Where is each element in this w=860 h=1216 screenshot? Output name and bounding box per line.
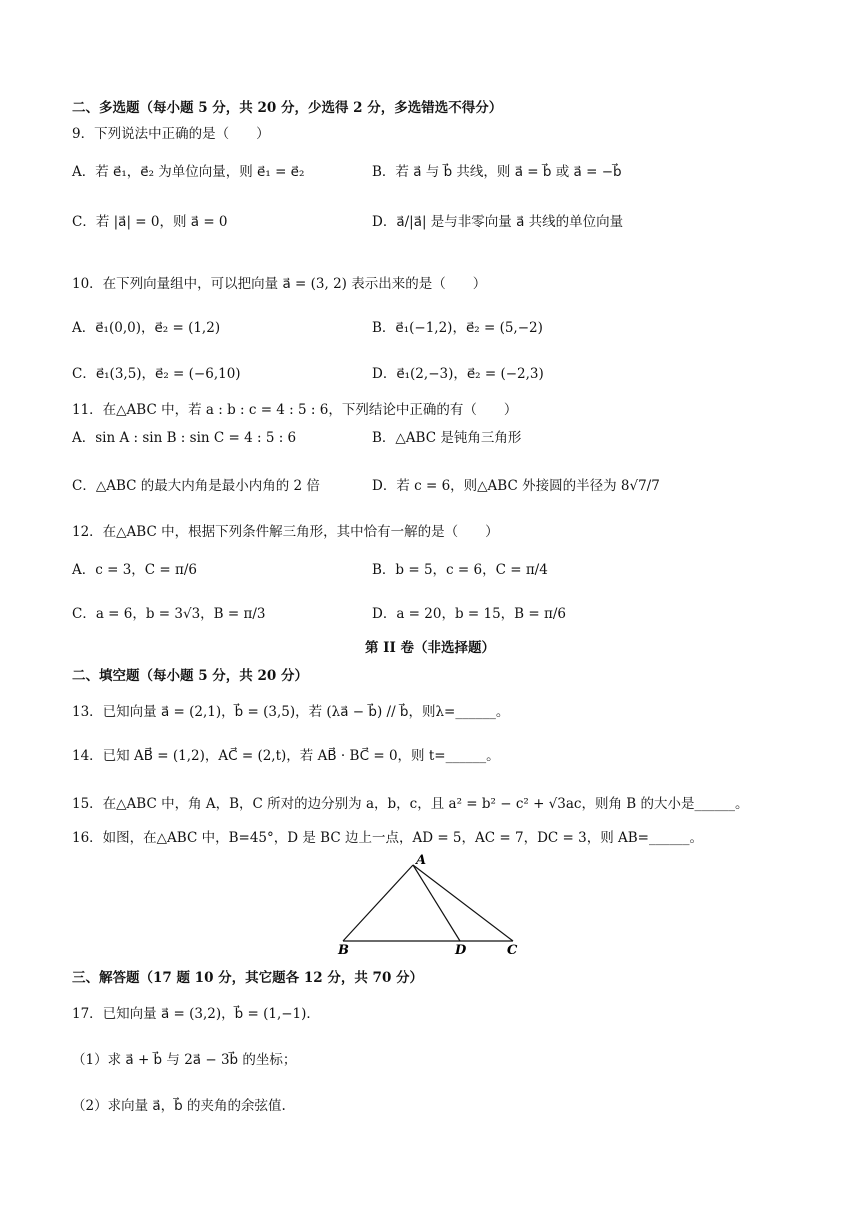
- question-9-option-d: D．a⃗/|a⃗| 是与非零向量 a⃗ 共线的单位向量: [372, 214, 624, 230]
- question-12-option-c: C．a = 6，b = 3√3，B = π/3: [72, 606, 266, 622]
- label-d: D: [455, 943, 467, 958]
- question-17-part-2: （2）求向量 a⃗，b⃗ 的夹角的余弦值.: [72, 1098, 286, 1114]
- question-9-option-a: A．若 e⃗₁，e⃗₂ 为单位向量，则 e⃗₁ = e⃗₂: [72, 164, 305, 180]
- question-12-option-d: D．a = 20，b = 15，B = π/6: [372, 606, 566, 622]
- question-15: 15．在△ABC 中，角 A，B，C 所对的边分别为 a，b，c，且 a² = b² − c² + √3ac，则角 B 的大小是______。: [72, 796, 749, 812]
- question-9-option-c: C．若 |a⃗| = 0，则 a⃗ = 0: [72, 214, 228, 230]
- label-a: A: [416, 853, 427, 868]
- question-10-option-a: A．e⃗₁(0,0)，e⃗₂ = (1,2): [72, 320, 221, 336]
- section-header-fill-in: 二、填空题（每小题 5 分，共 20 分）: [72, 668, 308, 684]
- question-10-stem: 10．在下列向量组中，可以把向量 a⃗ = (3, 2) 表示出来的是（ ）: [72, 276, 487, 292]
- question-9-stem: 9．下列说法中正确的是（ ）: [72, 126, 270, 142]
- question-10-option-b: B．e⃗₁(−1,2)，e⃗₂ = (5,−2): [372, 320, 543, 336]
- label-b: B: [338, 943, 349, 958]
- question-10-option-d: D．e⃗₁(2,−3)，e⃗₂ = (−2,3): [372, 366, 544, 382]
- section-header-multiple-choice: 二、多选题（每小题 5 分，共 20 分，少选得 2 分，多选错选不得分）: [72, 100, 503, 116]
- part-ii-title: 第 II 卷（非选择题）: [364, 640, 496, 656]
- question-11-stem: 11．在△ABC 中，若 a : b : c = 4 : 5 : 6，下列结论中正确的有（ ）: [72, 402, 518, 418]
- question-11-option-a: A．sin A : sin B : sin C = 4 : 5 : 6: [72, 430, 297, 446]
- segment-ab: [343, 865, 413, 941]
- question-9-option-b: B．若 a⃗ 与 b⃗ 共线，则 a⃗ = b⃗ 或 a⃗ = −b⃗: [372, 164, 622, 180]
- question-12-option-a: A．c = 3，C = π/6: [72, 562, 198, 578]
- label-c: C: [507, 943, 518, 958]
- question-11-option-c: C．△ABC 的最大内角是最小内角的 2 倍: [72, 478, 320, 494]
- segment-ac: [413, 865, 513, 941]
- question-17-stem: 17．已知向量 a⃗ = (3,2)，b⃗ = (1,−1)．: [72, 1006, 320, 1022]
- question-16: 16．如图，在△ABC 中，B=45°，D 是 BC 边上一点，AD = 5，AC = 7，DC = 3，则 AB=______。: [72, 830, 703, 846]
- triangle-figure: [330, 850, 550, 960]
- question-12-option-b: B．b = 5，c = 6，C = π/4: [372, 562, 548, 578]
- question-12-stem: 12．在△ABC 中，根据下列条件解三角形，其中恰有一解的是（ ）: [72, 524, 499, 540]
- question-10-option-c: C．e⃗₁(3,5)，e⃗₂ = (−6,10): [72, 366, 241, 382]
- question-13: 13．已知向量 a⃗ = (2,1)，b⃗ = (3,5)，若 (λa⃗ − b⃗) // b⃗，则λ=______。: [72, 704, 510, 720]
- question-11-option-d: D．若 c = 6，则△ABC 外接圆的半径为 8√7/7: [372, 478, 660, 494]
- question-14: 14．已知 AB⃗ = (1,2)，AC⃗ = (2,t)，若 AB⃗ · BC⃗ = 0，则 t=______。: [72, 748, 500, 764]
- question-11-option-b: B．△ABC 是钝角三角形: [372, 430, 522, 446]
- segment-ad: [413, 865, 460, 941]
- section-header-solutions: 三、解答题（17 题 10 分，其它题各 12 分，共 70 分）: [72, 970, 424, 986]
- question-17-part-1: （1）求 a⃗ + b⃗ 与 2a⃗ − 3b⃗ 的坐标；: [72, 1052, 297, 1068]
